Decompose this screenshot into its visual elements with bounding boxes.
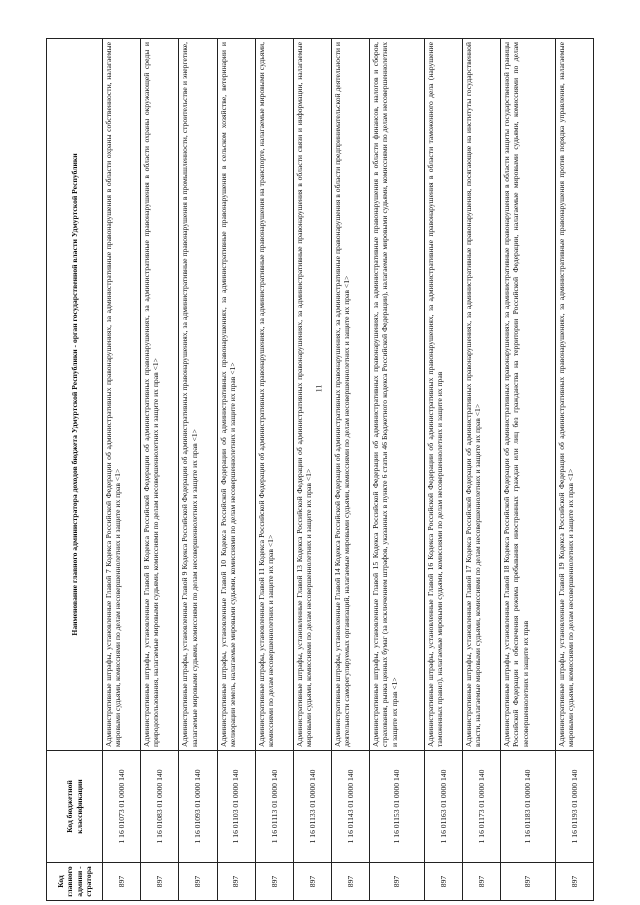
admin-code-cell: 897 [424, 863, 462, 901]
kbk-cell: 1 16 01193 01 0000 140 [555, 751, 593, 863]
kbk-cell: 1 16 01113 01 0000 140 [255, 751, 293, 863]
description-cell: Административные штрафы, установленные Главой 18 Кодекса Российской Федерации об административных правонарушениях, за административные правонарушения в области защиты государственной границы Российской Федерации и обеспечения режима пребывания иностранных граждан или лиц без гражданства на территории Российской Федерации, налагаемые мировыми судьями, комиссиями по делам несовершеннолетних и защите их прав [501, 39, 556, 751]
kbk-cell: 1 16 01103 01 0000 140 [217, 751, 255, 863]
kbk-cell: 1 16 01183 01 0000 140 [501, 751, 556, 863]
table-row [462, 39, 500, 901]
description-cell: Административные штрафы, установленные Главой 16 Кодекса Российской Федерации об административных правонарушениях, за административные правонарушения в области таможенного дела (нарушение таможенных правил), налагаемые мировыми судьями, комиссиями по делам несовершеннолетних и защите их прав [424, 39, 462, 751]
admin-code-cell: 897 [141, 863, 179, 901]
table-row [370, 39, 425, 901]
description-cell: Административные штрафы, установленные Главой 11 Кодекса Российской Федерации об административных правонарушениях, за административные правонарушения на транспорте, налагаемые мировыми судьями, комиссиями по делам несовершеннолетних и защите их прав <1> [255, 39, 293, 751]
kbk-cell: 1 16 01163 01 0000 140 [424, 751, 462, 863]
description-cell: Административные штрафы, установленные Главой 9 Кодекса Российской Федерации об административных правонарушениях, за административные правонарушения в промышленности, строительстве и энергетике, налагаемые мировыми судьями, комиссиями по делам несовершеннолетних и защите их прав <1> [179, 39, 217, 751]
admin-code-cell: 897 [332, 863, 370, 901]
description-cell: Административные штрафы, установленные Главой 17 Кодекса Российской Федерации об административных правонарушениях, за административные правонарушения, посягающие на институты государственной власти, налагаемые мировыми судьями, комиссиями по делам несовершеннолетних и защите их прав <1> [462, 39, 500, 751]
table-row [217, 39, 255, 901]
description-cell: Административные штрафы, установленные Главой 14 Кодекса Российской Федерации об административных правонарушениях, за административные правонарушения в области предпринимательской деятельности и деятельности саморегулируемых организаций, налагаемые мировыми судьями, комиссиями по делам несовершеннолетних и защите их прав <1> [332, 39, 370, 751]
admin-code-cell: 897 [255, 863, 293, 901]
header-kbk: Код бюджетной классификации [47, 751, 103, 863]
table-row [555, 39, 593, 901]
kbk-cell: 1 16 01173 01 0000 140 [462, 751, 500, 863]
admin-code-cell: 897 [555, 863, 593, 901]
revenue-admin-table [46, 38, 594, 901]
page-number: 11 [314, 384, 324, 393]
description-cell: Административные штрафы, установленные Главой 19 Кодекса Российской Федерации об административных правонарушениях, за административные правонарушения против порядка управления, налагаемые мировыми судьями, комиссиями по делам несовершеннолетних и защите их прав <1> [555, 39, 593, 751]
description-cell: Административные штрафы, установленные Главой 13 Кодекса Российской Федерации об административных правонарушениях, за административные правонарушения в области связи и информации, налагаемые мировыми судьями, комиссиями по делам несовершеннолетних и защите их прав <1> [293, 39, 331, 751]
admin-code-cell: 897 [217, 863, 255, 901]
kbk-cell: 1 16 01073 01 0000 140 [103, 751, 141, 863]
kbk-cell: 1 16 01093 01 0000 140 [179, 751, 217, 863]
table-row [332, 39, 370, 901]
header-name: Наименование главного администратора доходов бюджета Удмуртской Республики - орган государственной власти Удмуртской Республики [47, 39, 103, 751]
table-row [293, 39, 331, 901]
header-admin-code: Код главного админи - стратора [47, 863, 103, 901]
description-cell: Административные штрафы, установленные Главой 7 Кодекса Российской Федерации об административных правонарушениях, за административные правонарушения в области охраны собственности, налагаемые мировыми судьями, комиссиями по делам несовершеннолетних и защите их прав <1> [103, 39, 141, 751]
kbk-cell: 1 16 01133 01 0000 140 [293, 751, 331, 863]
admin-code-cell: 897 [179, 863, 217, 901]
table-row [255, 39, 293, 901]
admin-code-cell: 897 [103, 863, 141, 901]
admin-code-cell: 897 [462, 863, 500, 901]
admin-code-cell: 897 [293, 863, 331, 901]
table-row [141, 39, 179, 901]
kbk-cell: 1 16 01083 01 0000 140 [141, 751, 179, 863]
admin-code-cell: 897 [370, 863, 425, 901]
description-cell: Административные штрафы, установленные Главой 10 Кодекса Российской Федерации об административных правонарушениях, за административные правонарушения в сельском хозяйстве, ветеринарии и мелиорации земель, налагаемые мировыми судьями, комиссиями по делам несовершеннолетних и защите их прав <1> [217, 39, 255, 751]
table-row [424, 39, 462, 901]
kbk-cell: 1 16 01143 01 0000 140 [332, 751, 370, 863]
rotated-table-page [46, 39, 594, 901]
admin-code-cell: 897 [501, 863, 556, 901]
description-cell: Административные штрафы, установленные Главой 8 Кодекса Российской Федерации об административных правонарушениях, за административные правонарушения в области охраны окружающей среды и природопользования, налагаемые мировыми судьями, комиссиями по делам несовершеннолетних и защите их прав <1> [141, 39, 179, 751]
kbk-cell: 1 16 01153 01 0000 140 [370, 751, 425, 863]
table-row [179, 39, 217, 901]
table-header-row [47, 39, 103, 901]
description-cell: Административные штрафы, установленные Главой 15 Кодекса Российской Федерации об административных правонарушениях, за административные правонарушения в области финансов, налогов и сборов, страхования, рынка ценных бумаг (за исключением штрафов, указанных в пункте 6 статьи 46 Бюджетного кодекса Российской Федерации), налагаемые мировыми судьями, комиссиями по делам несовершеннолетних и защите их прав <1> [370, 39, 425, 751]
table-row [501, 39, 556, 901]
table-row [103, 39, 141, 901]
